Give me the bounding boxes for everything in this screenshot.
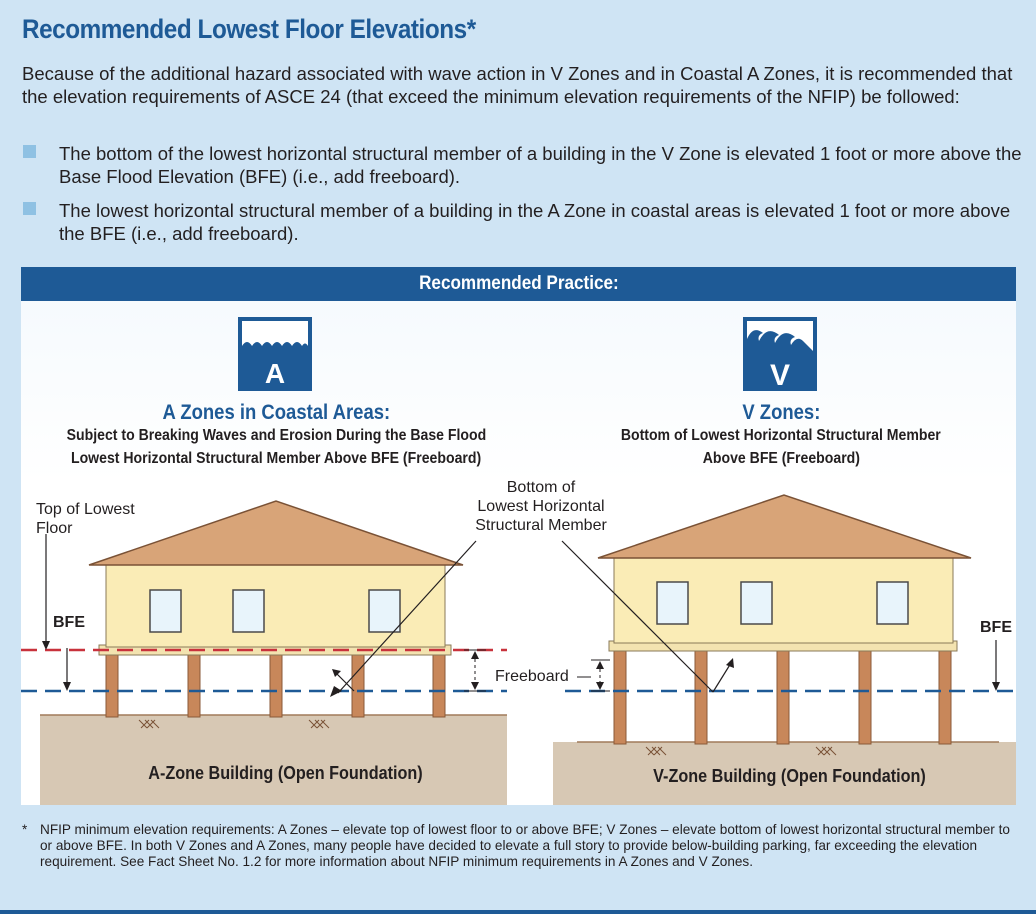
wave-icon xyxy=(238,317,312,391)
footnote-text: NFIP minimum elevation requirements: A Zones – elevate top of lowest floor to or above BFE; V Zones – elevate bottom of lowest horizontal structural member to or above BFE. In both V Zones and A Zones, many people have decided to elevate a full story to provide below-building parking, far exceeding the elevation requirement. See Fact Sheet No. 1.2 for more information about NFIP minimum requirements in A Zones and V Zones. xyxy=(40,822,1010,869)
list-item xyxy=(22,199,1022,245)
a-zone-building-caption xyxy=(133,763,438,784)
v-zone-building-caption xyxy=(638,766,941,787)
v-zone-title xyxy=(556,401,1006,425)
panel-header-label: Recommended Practice: xyxy=(418,273,619,294)
roof xyxy=(89,501,463,565)
v-zone-title-text: V Zones: xyxy=(741,401,821,424)
pile xyxy=(106,653,118,717)
list-item xyxy=(22,142,1022,188)
page-title: Recommended Lowest Floor Elevations* xyxy=(22,14,476,44)
a-zone-title xyxy=(51,401,501,425)
list-item-text: The bottom of the lowest horizontal structural member of a building in the V Zone is elevated 1 foot or more above the Base Flood Elevation (BFE) (i.e., add freeboard). xyxy=(59,143,1022,187)
pile xyxy=(188,653,200,717)
page-bottom-rule xyxy=(0,910,1036,914)
v-zone-subtitle-line1: Bottom of Lowest Horizontal Structural Member xyxy=(621,427,941,444)
a-zone-subtitle xyxy=(21,424,531,470)
elevation-diagram xyxy=(21,267,1016,805)
member-line2: Lowest Horizontal xyxy=(477,498,605,515)
breaking-wave-icon xyxy=(743,317,817,391)
square-bullet-icon xyxy=(23,202,36,215)
v-zone-subtitle-line2: Above BFE (Freeboard) xyxy=(702,450,860,467)
recommended-practice-panel xyxy=(21,267,1016,805)
recommendation-list xyxy=(22,142,1022,256)
list-item-text: The lowest horizontal structural member of a building in the A Zone in coastal areas is elevated 1 foot or more above the BFE (i.e., add freeboard). xyxy=(59,200,1011,244)
roof xyxy=(598,495,971,558)
v-zone-building xyxy=(553,495,1016,805)
pile xyxy=(433,653,445,717)
window xyxy=(877,582,908,624)
a-zone-letter: A xyxy=(264,358,286,389)
a-zone-building xyxy=(40,501,507,805)
v-zone-letter: V xyxy=(769,359,791,391)
v-zone-caption-text: V-Zone Building (Open Foundation) xyxy=(653,766,926,786)
window xyxy=(741,582,772,624)
window xyxy=(150,590,181,632)
pile xyxy=(352,653,364,717)
top-floor-line1: Top of Lowest xyxy=(36,501,135,518)
bfe-label-left: BFE xyxy=(53,614,85,631)
intro-paragraph: Because of the additional hazard associated with wave action in V Zones and in Coastal A Zones, it is recommended that the elevation requirements of ASCE 24 (that exceed the minimum elevation requirements of the NFIP) be followed: xyxy=(22,63,1013,107)
footnote-marker: * xyxy=(22,822,28,837)
a-zone-caption-text: A-Zone Building (Open Foundation) xyxy=(148,763,423,783)
v-zone-icon xyxy=(743,317,817,391)
window xyxy=(233,590,264,632)
a-zone-subtitle-line2: Lowest Horizontal Structural Member Above BFE (Freeboard) xyxy=(70,450,482,467)
window xyxy=(369,590,400,632)
footnote xyxy=(22,822,1018,870)
lowest-member-label xyxy=(451,478,631,535)
window xyxy=(657,582,688,624)
member-line3: Structural Member xyxy=(475,517,607,534)
a-zone-subtitle-line1: Subject to Breaking Waves and Erosion During the Base Flood xyxy=(66,427,486,444)
top-of-lowest-floor-label xyxy=(36,500,135,538)
member-line1: Bottom of xyxy=(506,479,576,496)
pile xyxy=(270,653,282,717)
a-zone-title-text: A Zones in Coastal Areas: xyxy=(162,401,390,424)
pile xyxy=(777,649,789,744)
bfe-label-right: BFE xyxy=(980,619,1012,636)
pile xyxy=(859,649,871,744)
square-bullet-icon xyxy=(23,145,36,158)
top-floor-line2: Floor xyxy=(36,520,73,537)
pile xyxy=(614,649,626,744)
a-zone-icon xyxy=(238,317,312,391)
pile xyxy=(939,649,951,744)
pile xyxy=(695,649,707,744)
a-zone-ground xyxy=(40,715,507,805)
v-zone-subtitle xyxy=(556,424,1006,470)
freeboard-label: Freeboard xyxy=(495,668,569,685)
